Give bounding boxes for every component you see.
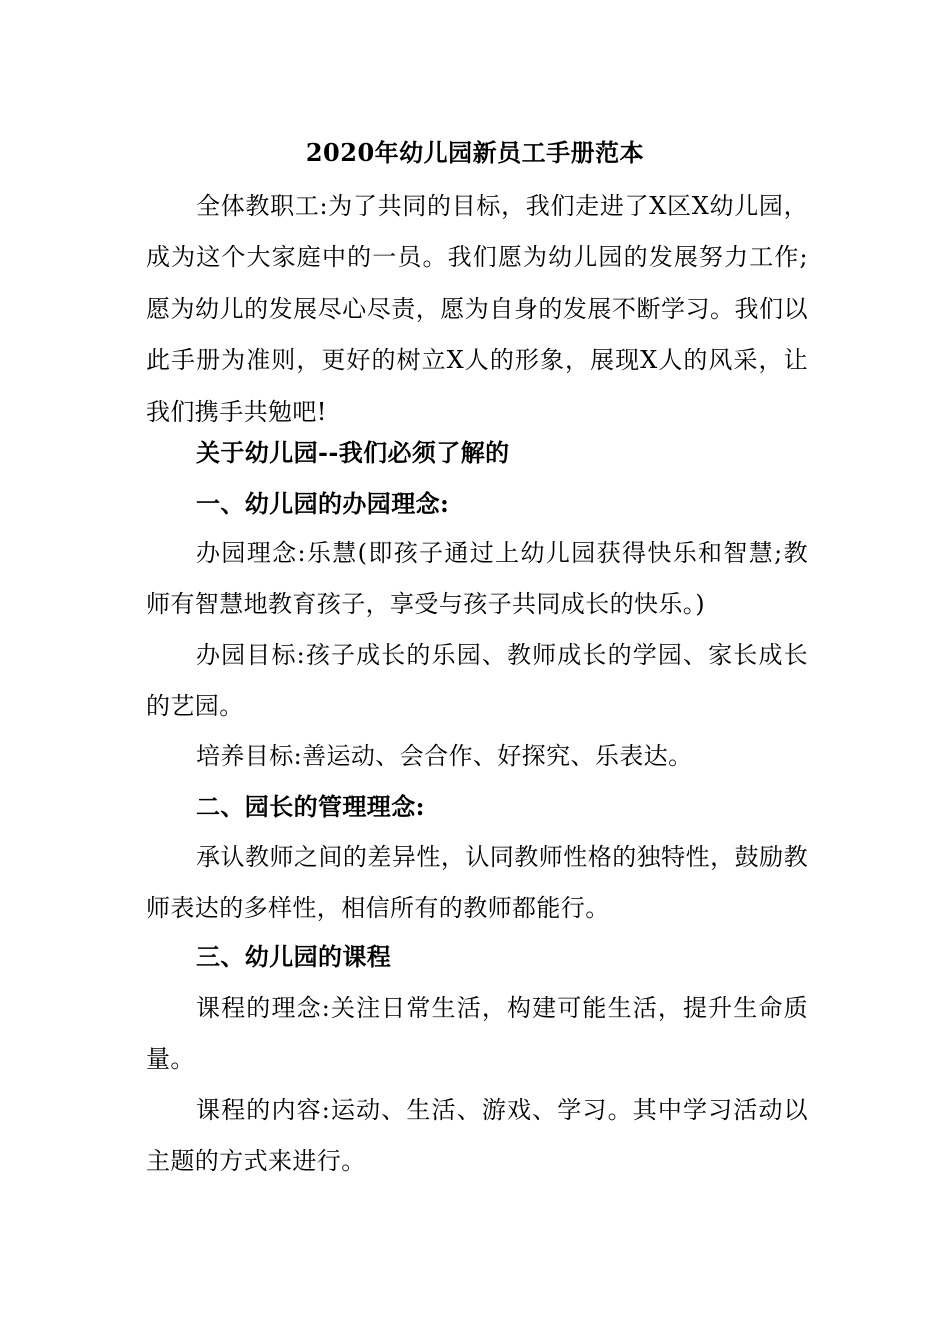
training-goal-paragraph: 培养目标:善运动、会合作、好探究、乐表达。 (196, 742, 693, 770)
goal-paragraph: 办园目标:孩子成长的乐园、教师成长的学园、家长成长的艺园。 (146, 641, 808, 721)
document-title: 2020年幼儿园新员工手册范本 (305, 138, 645, 167)
curriculum-idea-paragraph: 课程的理念:关注日常生活，构建可能生活，提升生命质量。 (146, 994, 808, 1074)
philosophy-paragraph: 办园理念:乐慧(即孩子通过上幼儿园获得快乐和智慧;教师有智慧地教育孩子，享受与孩子共同成长的快乐。) (146, 539, 808, 619)
heading-management: 二、园长的管理理念: (196, 792, 425, 821)
heading-philosophy: 一、幼儿园的办园理念: (196, 489, 450, 518)
curriculum-content-paragraph: 课程的内容:运动、生活、游戏、学习。其中学习活动以主题的方式来进行。 (146, 1096, 808, 1176)
heading-curriculum: 三、幼儿园的课程 (196, 942, 392, 971)
section-about-heading: 关于幼儿园--我们必须了解的 (196, 438, 510, 467)
management-paragraph: 承认教师之间的差异性，认同教师性格的独特性，鼓励教师表达的多样性，相信所有的教师都能行。 (146, 843, 808, 923)
intro-paragraph: 全体教职工:为了共同的目标，我们走进了X区X幼儿园，成为这个大家庭中的一员。我们愿为幼儿园的发展努力工作;愿为幼儿的发展尽心尽责，愿为自身的发展不断学习。我们以此手册为准则，更好的树立X人的形象，展现X人的风采，让我们携手共勉吧! (146, 192, 808, 426)
